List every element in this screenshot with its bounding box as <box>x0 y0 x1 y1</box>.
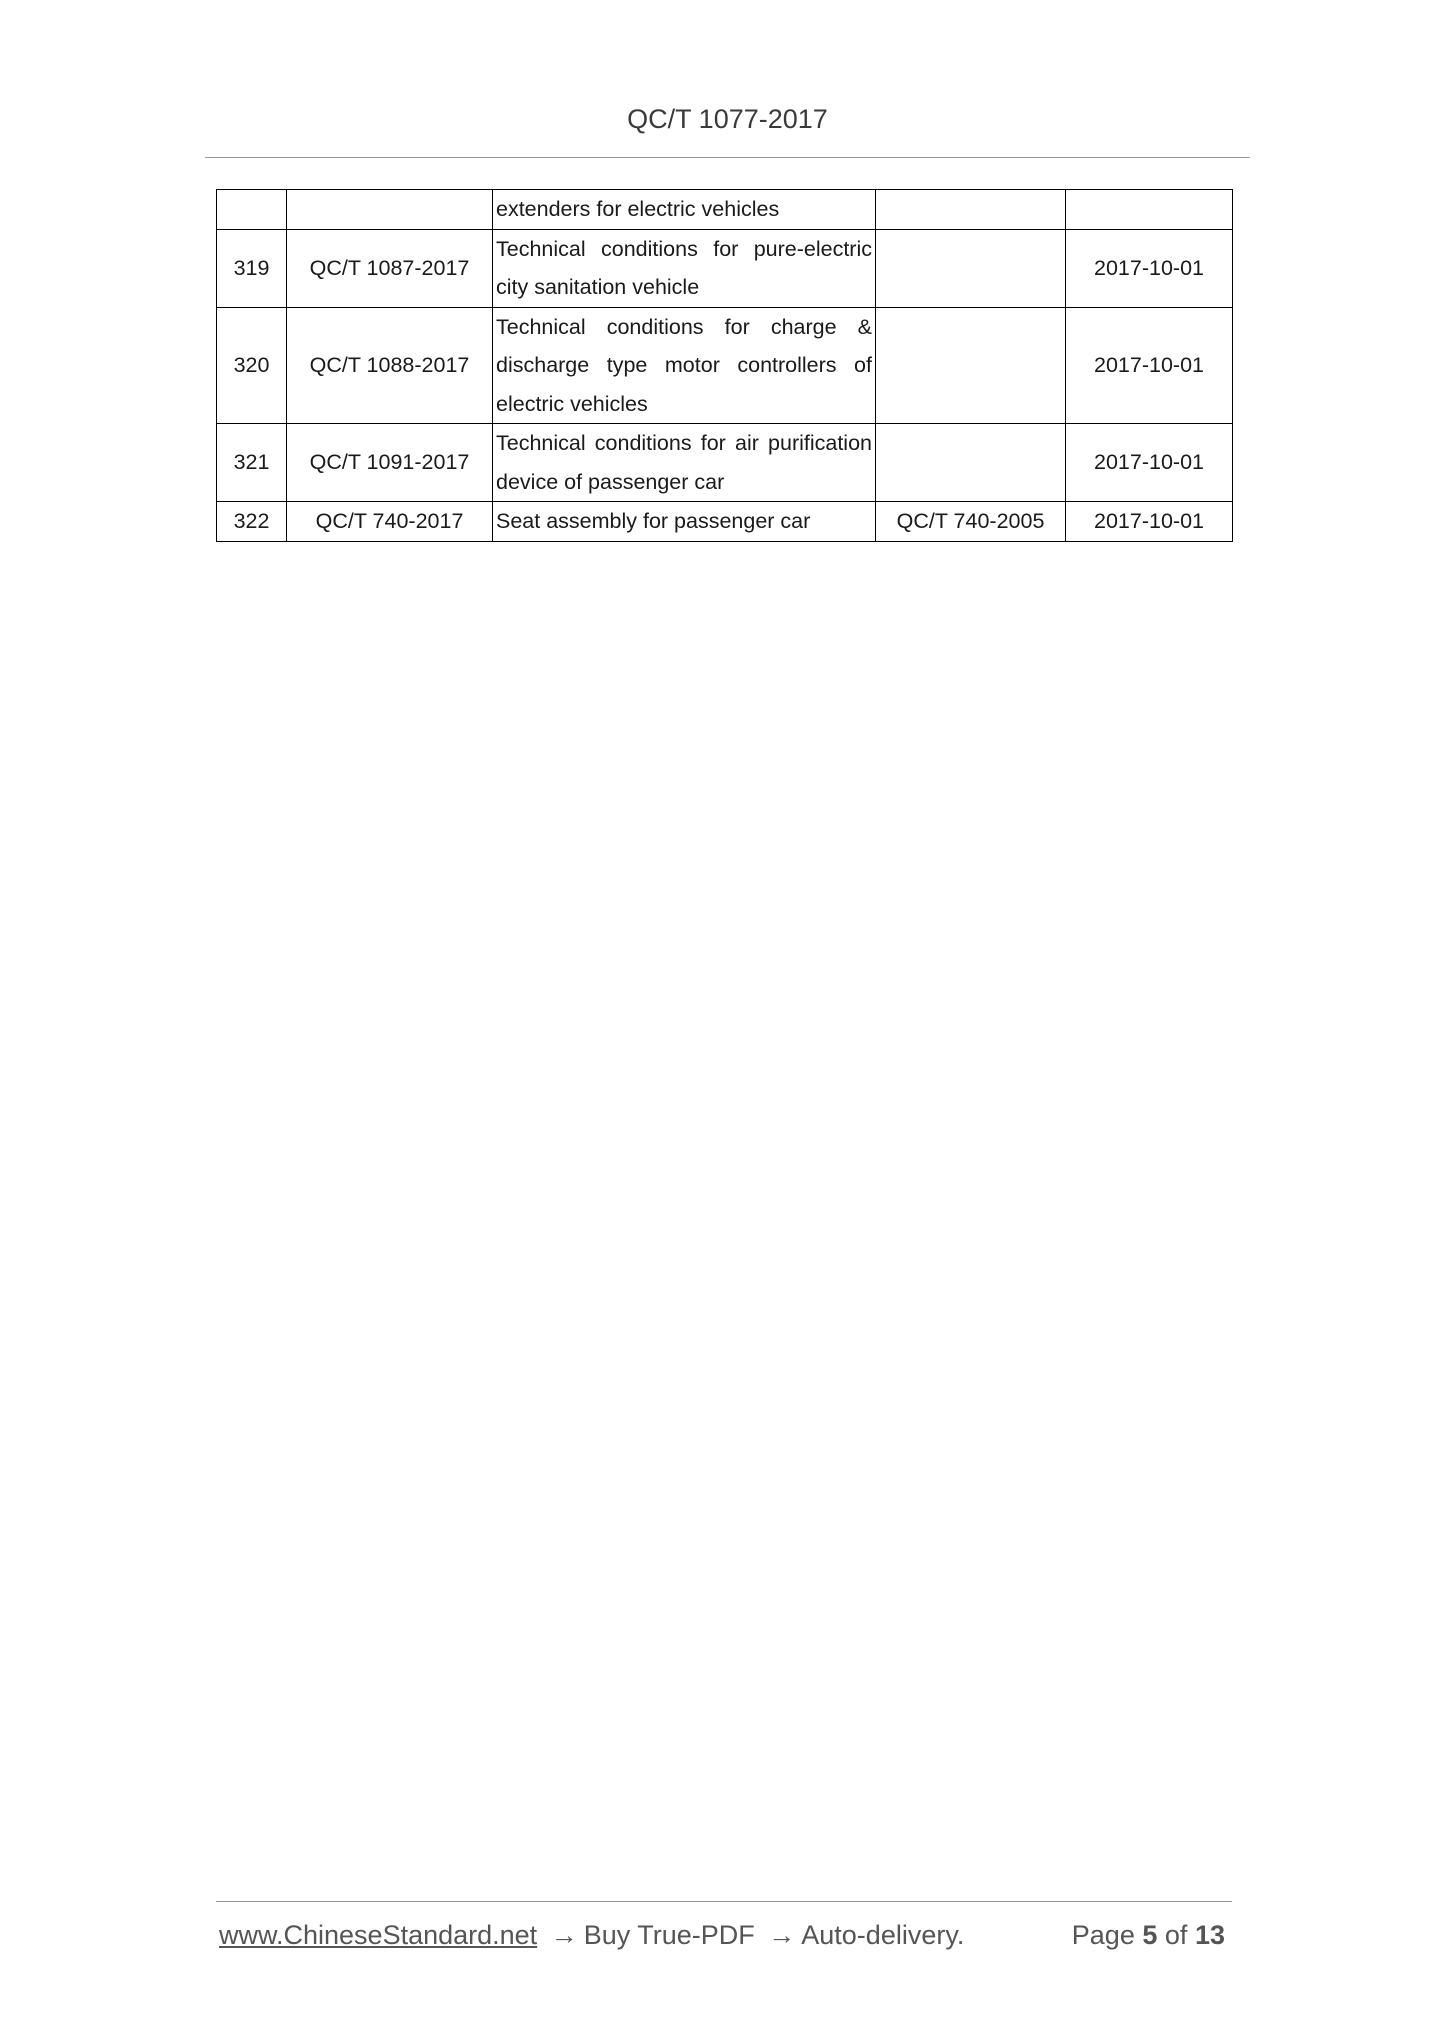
row-number: 320 <box>217 307 287 424</box>
footer-purchase-line <box>219 1920 964 1951</box>
table-row <box>217 229 1233 307</box>
page-number: 5 <box>1142 1920 1158 1950</box>
implementation-date: 2017-10-01 <box>1066 502 1233 542</box>
row-number: 321 <box>217 424 287 502</box>
row-number: 322 <box>217 502 287 542</box>
standard-code: QC/T 740-2017 <box>287 502 493 542</box>
replaced-standard <box>876 307 1066 424</box>
implementation-date: 2017-10-01 <box>1066 424 1233 502</box>
table-row <box>217 307 1233 424</box>
standard-code <box>287 190 493 230</box>
page-footer <box>219 1920 1231 1956</box>
replaced-standard: QC/T 740-2005 <box>876 502 1066 542</box>
replaced-standard <box>876 229 1066 307</box>
of-label: of <box>1164 1920 1188 1950</box>
standard-title: Technical conditions for pure-electric city sanitation vehicle <box>493 229 876 307</box>
page-total: 13 <box>1194 1920 1225 1950</box>
header-divider <box>205 157 1250 158</box>
replaced-standard <box>876 424 1066 502</box>
page-header-title: QC/T 1077-2017 <box>627 104 828 134</box>
chinesestandard-link[interactable]: www.ChineseStandard.net <box>219 1920 538 1950</box>
row-number <box>217 190 287 230</box>
table-row <box>217 502 1233 542</box>
buy-true-pdf-text: Buy True-PDF <box>583 1920 755 1950</box>
table-row <box>217 190 1233 230</box>
page-indicator <box>1072 1920 1225 1951</box>
standards-table <box>216 189 1233 542</box>
implementation-date <box>1066 190 1233 230</box>
arrow-right-icon: → <box>550 1920 578 1950</box>
arrow-right-icon: → <box>768 1920 796 1950</box>
standard-title: Seat assembly for passenger car <box>493 502 876 542</box>
page-label: Page <box>1071 1920 1135 1950</box>
implementation-date: 2017-10-01 <box>1066 307 1233 424</box>
footer-divider <box>216 1901 1232 1902</box>
implementation-date: 2017-10-01 <box>1066 229 1233 307</box>
replaced-standard <box>876 190 1066 230</box>
standard-title: extenders for electric vehicles <box>493 190 876 230</box>
row-number: 319 <box>217 229 287 307</box>
standard-code: QC/T 1088-2017 <box>287 307 493 424</box>
auto-delivery-text: Auto-delivery. <box>801 1920 965 1950</box>
table-row <box>217 424 1233 502</box>
standard-code: QC/T 1087-2017 <box>287 229 493 307</box>
standard-title: Technical conditions for charge & discharge type motor controllers of electric vehicles <box>493 307 876 424</box>
standard-code: QC/T 1091-2017 <box>287 424 493 502</box>
standard-title: Technical conditions for air purification device of passenger car <box>493 424 876 502</box>
